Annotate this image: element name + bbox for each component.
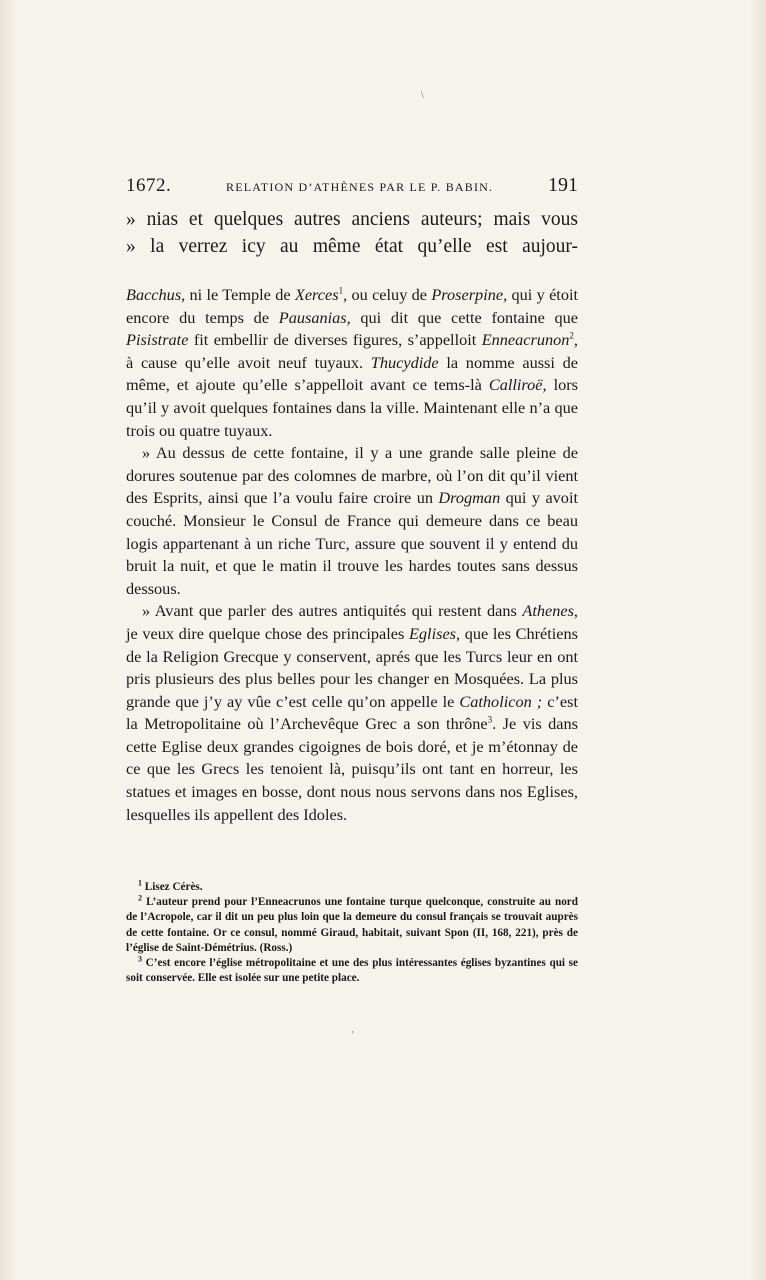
carryover-quote <box>126 206 578 260</box>
main-text <box>126 284 578 826</box>
footnote-ref-3: 3 <box>487 714 493 725</box>
footnote-marker: 1 <box>138 878 142 888</box>
text-span: Calliroë, <box>488 375 547 395</box>
text-span: lors qu’il y avoit quelques fontaines dans la ville. Maintenant elle n’a que trois ou quatre tuyaux. <box>126 375 578 440</box>
text-span: c’est la Metropolitaine où l’Archevêque Grec a son thrône <box>126 691 578 734</box>
footnotes <box>126 880 578 986</box>
text-span: Drogman <box>438 488 501 508</box>
footnote-ref-1: 1 <box>338 285 344 296</box>
footnote-text: L’auteur prend pour l’Enneacrunos une fontaine turque quelconque, construite au nord de l’Acropole, car il dit un peu plus loin que la demeure du consul français se trouvait auprès de cette fontaine. Or ce consul, nommé Giraud, habitait, suivant Spon (II, 168, 221), près de l’église de Saint-Démétrius. (Ross.) <box>126 896 578 954</box>
footnote-2 <box>126 895 578 956</box>
text-span: Pisistrate <box>126 330 189 350</box>
footnote-text: C’est encore l’église métropolitaine et une des plus intéressantes églises byzantines qui se soit conservée. Elle est isolée sur une petite place. <box>126 957 579 985</box>
text-span: qui y étoit encore du temps de <box>126 285 579 327</box>
running-header <box>126 174 578 197</box>
text-span: Eglises <box>408 623 456 643</box>
text-span: Catholicon ; <box>459 691 543 711</box>
paragraph-3 <box>126 600 578 826</box>
page-number: 191 <box>547 174 578 196</box>
text-span: , que les Chrétiens de la Religion Grecque y conservent, aprés que les Turcs leur en ont pris plusieurs des plus belles pour les changer en Mosquées. La plus grande que j’y ay vûe c’est celle qu’on appelle le <box>126 623 578 711</box>
page-edge-left <box>0 0 18 1280</box>
text-span: » Au dessus de cette fontaine, il y a une grande salle pleine de dorures soutenue par des colomnes de marbre, où l’on dit qu’il vient des Esprits, ainsi que l’a voulu faire croire un <box>126 443 578 508</box>
text-span: Proserpine, <box>431 285 508 304</box>
footnote-1 <box>126 880 578 895</box>
footnote-text: Lisez Cérès. <box>144 881 203 893</box>
text-span: Enneacrunon <box>481 330 570 350</box>
text-span: , ou celuy de <box>343 285 432 304</box>
ink-speck-top: \ <box>421 90 424 101</box>
footnote-ref-2: 2 <box>569 330 574 341</box>
paragraph-1 <box>126 284 578 442</box>
header-year: 1672. <box>126 175 172 196</box>
footnote-marker: 3 <box>138 954 142 964</box>
carryover-line-2: » la verrez icy au même état qu’elle est aujour- <box>126 236 578 257</box>
ink-speck-bottom: ' <box>352 1030 354 1041</box>
text-span: » Avant que parler des autres antiquités qui restent dans <box>142 601 523 621</box>
text-span: . Je vis dans cette Eglise deux grandes cigoignes de bois doré, et je m’étonnay de ce que les Grecs les tenoient là, puisqu’ils ont tant en horreur, les statues et images en bosse, dont nous nous servons dans nos Eglises, lesquelles ils appellent des Idoles. <box>126 714 579 824</box>
footnote-marker: 2 <box>138 893 142 903</box>
text-span: Athenes <box>522 601 574 621</box>
text-span: la nomme aussi de même, et ajoute qu’elle s’appelloit avant ce tems-là <box>126 352 579 395</box>
text-span: Bacchus <box>126 285 182 304</box>
header-running-title: RELATION D’ATHÈNES PAR LE P. BABIN. <box>226 180 494 194</box>
page-edge-right <box>748 0 766 1280</box>
text-span: qui dit que cette fontaine que <box>350 307 579 327</box>
text-span: Thucydide <box>370 352 439 372</box>
text-span: Xerces <box>294 285 339 304</box>
text-span: , je veux dire quelque chose des principales <box>126 601 578 643</box>
text-span: fit embellir de diverses figures, s’appelloit <box>188 330 482 350</box>
text-span: qui y avoit couché. Monsieur le Consul de France qui demeure dans ce beau logis appartenant à un riche Turc, assure que souvent il y entend du bruit la nuit, et que le matin il trouve les hardes toutes sans dessus dessous. <box>126 488 578 598</box>
text-span: Pausanias, <box>278 307 351 327</box>
text-span: , ni le Temple de <box>181 285 295 304</box>
footnote-3 <box>126 956 578 986</box>
carryover-line-1: » nias et quelques autres anciens auteurs; mais vous <box>126 209 578 230</box>
text-span: , à cause qu’elle avoit neuf tuyaux. <box>126 330 578 372</box>
paragraph-2 <box>126 442 578 600</box>
